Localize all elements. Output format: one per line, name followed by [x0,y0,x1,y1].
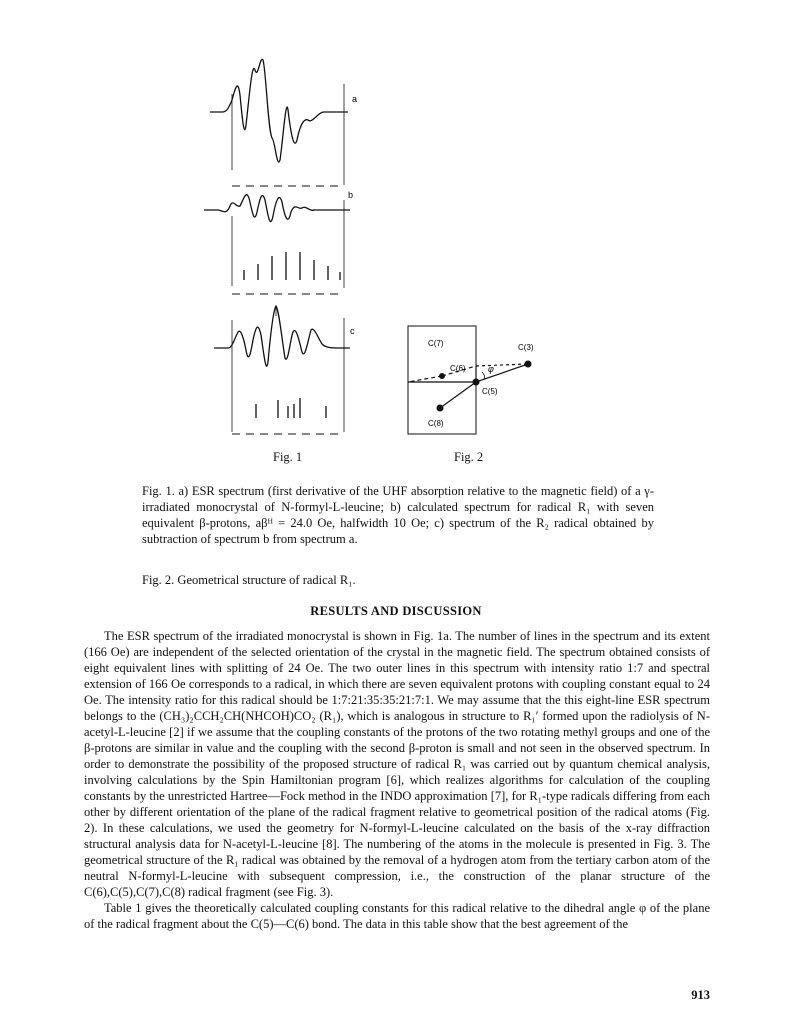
paragraph-2: Table 1 gives the theoretically calculated coupling constants for this radical relative to the dihedral angle φ of the plane of the radical fragment about the C(5)—C(6) bond. The data in this table show that the best agreement of the [84,901,710,931]
figure-2-structure [400,320,560,440]
atom-c7 [439,373,445,379]
atom-c5 [473,379,480,386]
section-heading: RESULTS AND DISCUSSION [310,604,482,618]
atom-c3 [525,361,532,368]
figure-1-label: Fig. 1 [273,450,303,464]
atom-label-c6: C(6) [450,364,466,373]
figure-2-label: Fig. 2 [454,450,484,464]
stick-lines-b [244,252,340,280]
page-number: 913 [691,988,710,1002]
atom-label-c7: C(7) [428,339,444,348]
panel-label-a: a [352,94,358,104]
atom-c8 [437,405,444,412]
atom-label-c8: C(8) [428,419,444,428]
panel-label-b: b [348,190,354,200]
stick-lines-c [256,398,326,418]
figure-2-caption: Fig. 2. Geometrical structure of radical R₁. [142,573,356,587]
figure-1-caption: Fig. 1. a) ESR spectrum (first derivative of the UHF absorption relative to the magnetic field) of a γ-irradiated monocrystal of N-formyl-L-leucine; b) calculated spectrum for radical R₁ with seven equivalent β-protons, aβᴴ = 24.0 Oe, halfwidth 10 Oe; c) spectrum of the R₂ radical obtained by subtraction of spectrum b from spectrum a. [142,484,654,546]
panel-label-c: c [350,326,355,336]
atom-label-c5: C(5) [482,387,498,396]
spectrum-a [210,59,348,162]
spectrum-b [204,195,350,222]
spectrum-c [214,306,350,366]
atom-label-c3: C(3) [518,343,534,352]
angle-phi-label: φ [488,364,494,374]
body-text [84,628,710,932]
paragraph-1: The ESR spectrum of the irradiated monocrystal is shown in Fig. 1a. The number of lines in the spectrum and its extent (166 Oe) are independent of the selected orientation of the crystal in the magnetic field. The spectrum obtained consists of eight equivalent lines with splitting of 24 Oe. The two outer lines in this spectrum with intensity ratio 1:7 and spectral extension of 166 Oe corresponds to a radical, in which there are seven equivalent protons with coupling constant equal to 24 Oe. The intensity ratio for this radical should be 1:7:21:35:35:21:7:1. We may assume that the this eight-line ESR spectrum belongs to the (CH₃)₂CCH₂CH(NHCOH)CO₂ (R₁), which is analogous in structure to R₁′ formed upon the radiolysis of N-acetyl-L-leucine [2] if we assume that the coupling constants of the protons of the two rotating methyl groups and one of the β-protons are similar in value and the coupling with the second β-proton is small and not seen in the observed spectrum. In order to demonstrate the possibility of the proposed structure of radical R₁ was carried out by quantum chemical analysis, involving calculations by the Spin Hamiltonian program [6], which realizes algorithms for calculation of the coupling constants by the unrestricted Hartree—Fock method in the INDO approximation [7], for R₁-type radicals differing from each other by different orientation of the plane of the radical fragment relative to geometrical position of the radical atoms (Fig. 2). In these calculations, we used the geometry for N-formyl-L-leucine calculated on the basis of the x-ray diffraction structural analysis data for N-acetyl-L-leucine [8]. The numbering of the atoms in the molecule is presented in Fig. 3. The geometrical structure of the R₁ radical was obtained by the removal of a hydrogen atom from the tertiary carbon atom of the neutral N-formyl-L-leucine with subsequent compression, i.e., the construction of the planar structure of the C(6),C(5),C(7),C(8) radical fragment (see Fig. 3). [84,629,710,899]
figure-1-spectra [200,40,380,440]
